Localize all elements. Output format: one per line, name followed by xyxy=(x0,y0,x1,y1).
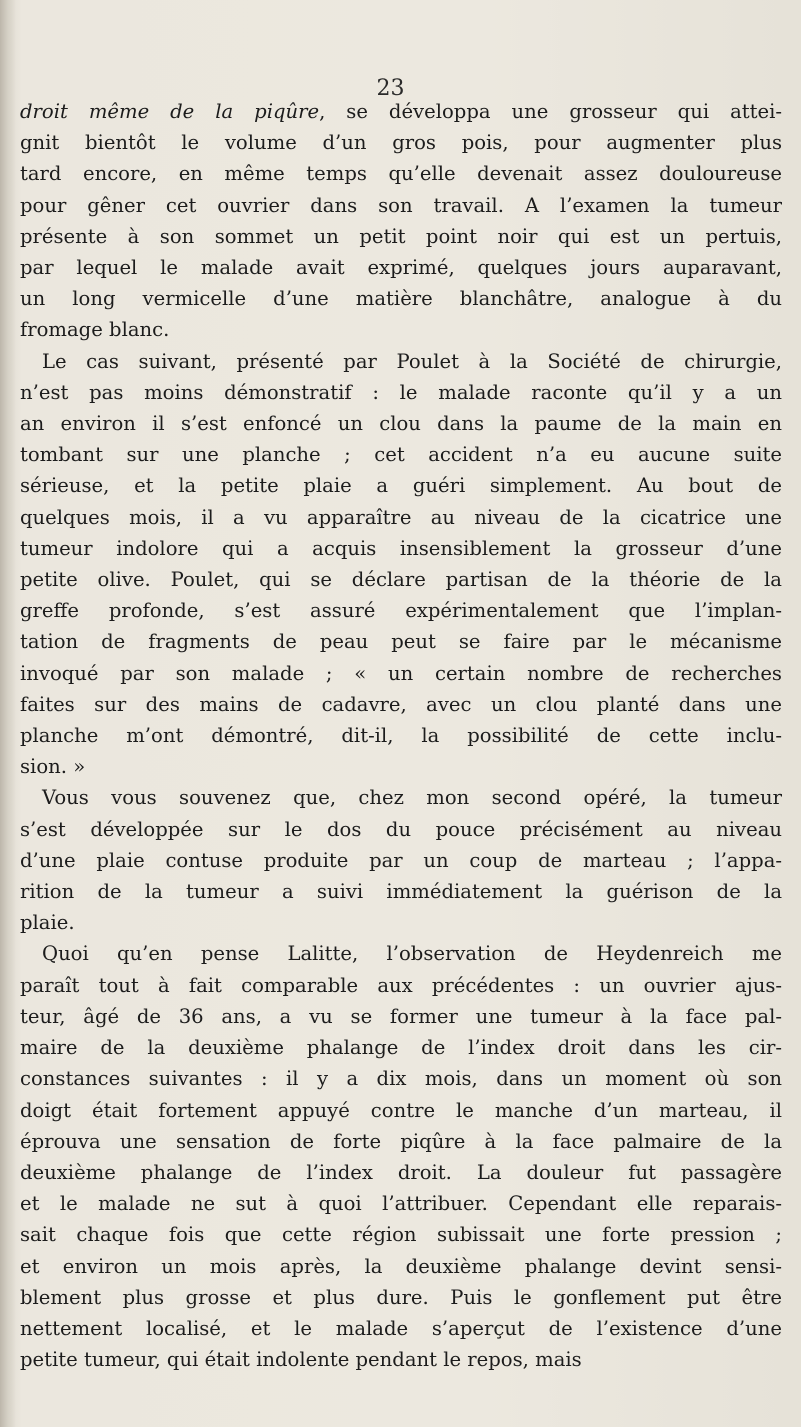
text-segment: Vous vous souvenez que, chez mon second opéré, la tumeur xyxy=(42,786,782,810)
text-segment: maire de la deuxième phalange de l’index droit dans les cir- xyxy=(20,1036,782,1060)
text-line xyxy=(20,658,782,689)
text-segment: d’une plaie contuse produite par un coup de marteau ; l’appa- xyxy=(20,848,782,872)
text-line xyxy=(20,814,782,845)
text-line xyxy=(20,533,782,564)
text-segment: éprouva une sensation de forte piqûre à la face palmaire de la xyxy=(20,1129,782,1153)
text-segment: petite tumeur, qui était indolente pendant le repos, mais xyxy=(20,1348,582,1372)
text-line xyxy=(20,408,782,439)
text-line xyxy=(20,127,782,158)
text-segment: Le cas suivant, présenté par Poulet à la Société de chirurgie, xyxy=(42,349,782,373)
text-line xyxy=(20,1095,782,1126)
text-line xyxy=(20,1157,782,1188)
paragraph xyxy=(20,96,782,346)
text-line xyxy=(20,470,782,501)
text-line xyxy=(20,252,782,283)
text-segment: un long vermicelle d’une matière blanchâtre, analogue à du xyxy=(20,287,782,311)
text-line xyxy=(20,377,782,408)
text-line xyxy=(20,1032,782,1063)
text-line xyxy=(20,907,782,938)
text-segment: petite olive. Poulet, qui se déclare partisan de la théorie de la xyxy=(20,568,782,592)
text-segment: gnit bientôt le volume d’un gros pois, pour augmenter plus xyxy=(20,131,782,155)
text-line xyxy=(20,439,782,470)
page-gutter-shadow xyxy=(0,0,16,1427)
text-segment: teur, âgé de 36 ans, a vu se former une tumeur à la face pal- xyxy=(20,1004,782,1028)
text-line xyxy=(20,502,782,533)
italic-phrase: droit même de la piqûre xyxy=(20,100,320,123)
text-segment: invoqué par son malade ; « un certain nombre de recherches xyxy=(20,661,782,685)
text-line xyxy=(20,1282,782,1313)
text-segment: sion. » xyxy=(20,755,86,779)
text-segment: et environ un mois après, la deuxième phalange devint sensi- xyxy=(20,1254,782,1278)
text-segment: Quoi qu’en pense Lalitte, l’observation de Heydenreich me xyxy=(42,942,782,966)
text-line xyxy=(20,720,782,751)
text-segment: par lequel le malade avait exprimé, quelques jours auparavant, xyxy=(20,256,782,280)
paragraph xyxy=(20,782,782,938)
text-line xyxy=(20,626,782,657)
text-line xyxy=(20,1188,782,1219)
text-line xyxy=(20,1251,782,1282)
text-segment: tumeur indolore qui a acquis insensiblement la grosseur d’une xyxy=(20,536,782,560)
text-line xyxy=(20,1126,782,1157)
text-segment: faites sur des mains de cadavre, avec un clou planté dans une xyxy=(20,692,782,716)
text-segment: paraît tout à fait comparable aux précédentes : un ouvrier ajus- xyxy=(20,973,782,997)
text-line xyxy=(20,1063,782,1094)
text-line xyxy=(20,689,782,720)
text-line xyxy=(20,314,782,345)
text-segment: an environ il s’est enfoncé un clou dans la paume de la main en xyxy=(20,412,782,436)
text-line xyxy=(20,876,782,907)
text-segment: , se développa une grosseur qui attei- xyxy=(319,100,782,123)
text-line xyxy=(20,938,782,969)
text-segment: plaie. xyxy=(20,911,75,935)
text-line xyxy=(20,751,782,782)
text-line xyxy=(20,970,782,1001)
text-line xyxy=(20,283,782,314)
text-segment: quelques mois, il a vu apparaître au niveau de la cicatrice une xyxy=(20,505,782,529)
text-segment: nettement localisé, et le malade s’aperçut de l’existence d’une xyxy=(20,1316,782,1340)
text-segment: présente à son sommet un petit point noir qui est un pertuis, xyxy=(20,224,782,248)
text-segment: tombant sur une planche ; cet accident n’a eu aucune suite xyxy=(20,443,782,467)
text-line xyxy=(20,1001,782,1032)
text-segment: rition de la tumeur a suivi immédiatement la guérison de la xyxy=(20,880,782,904)
text-segment: n’est pas moins démonstratif : le malade raconte qu’il y a un xyxy=(20,380,782,404)
text-segment: deuxième phalange de l’index droit. La douleur fut passagère xyxy=(20,1160,782,1184)
text-segment: et le malade ne sut à quoi l’attribuer. Cependant elle reparais- xyxy=(20,1192,782,1216)
text-segment: fromage blanc. xyxy=(20,318,170,342)
text-line xyxy=(20,190,782,221)
text-segment: blement plus grosse et plus dure. Puis le gonflement put être xyxy=(20,1285,782,1309)
text-segment: greffe profonde, s’est assuré expérimentalement que l’implan- xyxy=(20,599,782,623)
text-line xyxy=(20,96,782,127)
text-segment: s’est développée sur le dos du pouce précisément au niveau xyxy=(20,817,782,841)
page-number: 23 xyxy=(376,76,405,101)
text-line xyxy=(20,1344,782,1375)
text-segment: sait chaque fois que cette région subissait une forte pression ; xyxy=(20,1223,782,1247)
text-line xyxy=(20,346,782,377)
text-segment: tation de fragments de peau peut se faire par le mécanisme xyxy=(20,630,782,654)
text-line xyxy=(20,564,782,595)
paragraph xyxy=(20,938,782,1375)
text-segment: planche m’ont démontré, dit-il, la possibilité de cette inclu- xyxy=(20,724,782,748)
text-line xyxy=(20,595,782,626)
paragraph xyxy=(20,346,782,783)
text-line xyxy=(20,221,782,252)
text-line xyxy=(20,1313,782,1344)
text-segment: tard encore, en même temps qu’elle devenait assez douloureuse xyxy=(20,162,782,186)
body-text xyxy=(20,96,782,1375)
text-line xyxy=(20,158,782,189)
text-line xyxy=(20,782,782,813)
text-segment: constances suivantes : il y a dix mois, dans un moment où son xyxy=(20,1067,782,1091)
text-line xyxy=(20,845,782,876)
text-segment: sérieuse, et la petite plaie a guéri simplement. Au bout de xyxy=(20,474,782,498)
text-segment: pour gêner cet ouvrier dans son travail. A l’examen la tumeur xyxy=(20,193,782,217)
text-line xyxy=(20,1219,782,1250)
text-segment: doigt était fortement appuyé contre le manche d’un marteau, il xyxy=(20,1098,782,1122)
